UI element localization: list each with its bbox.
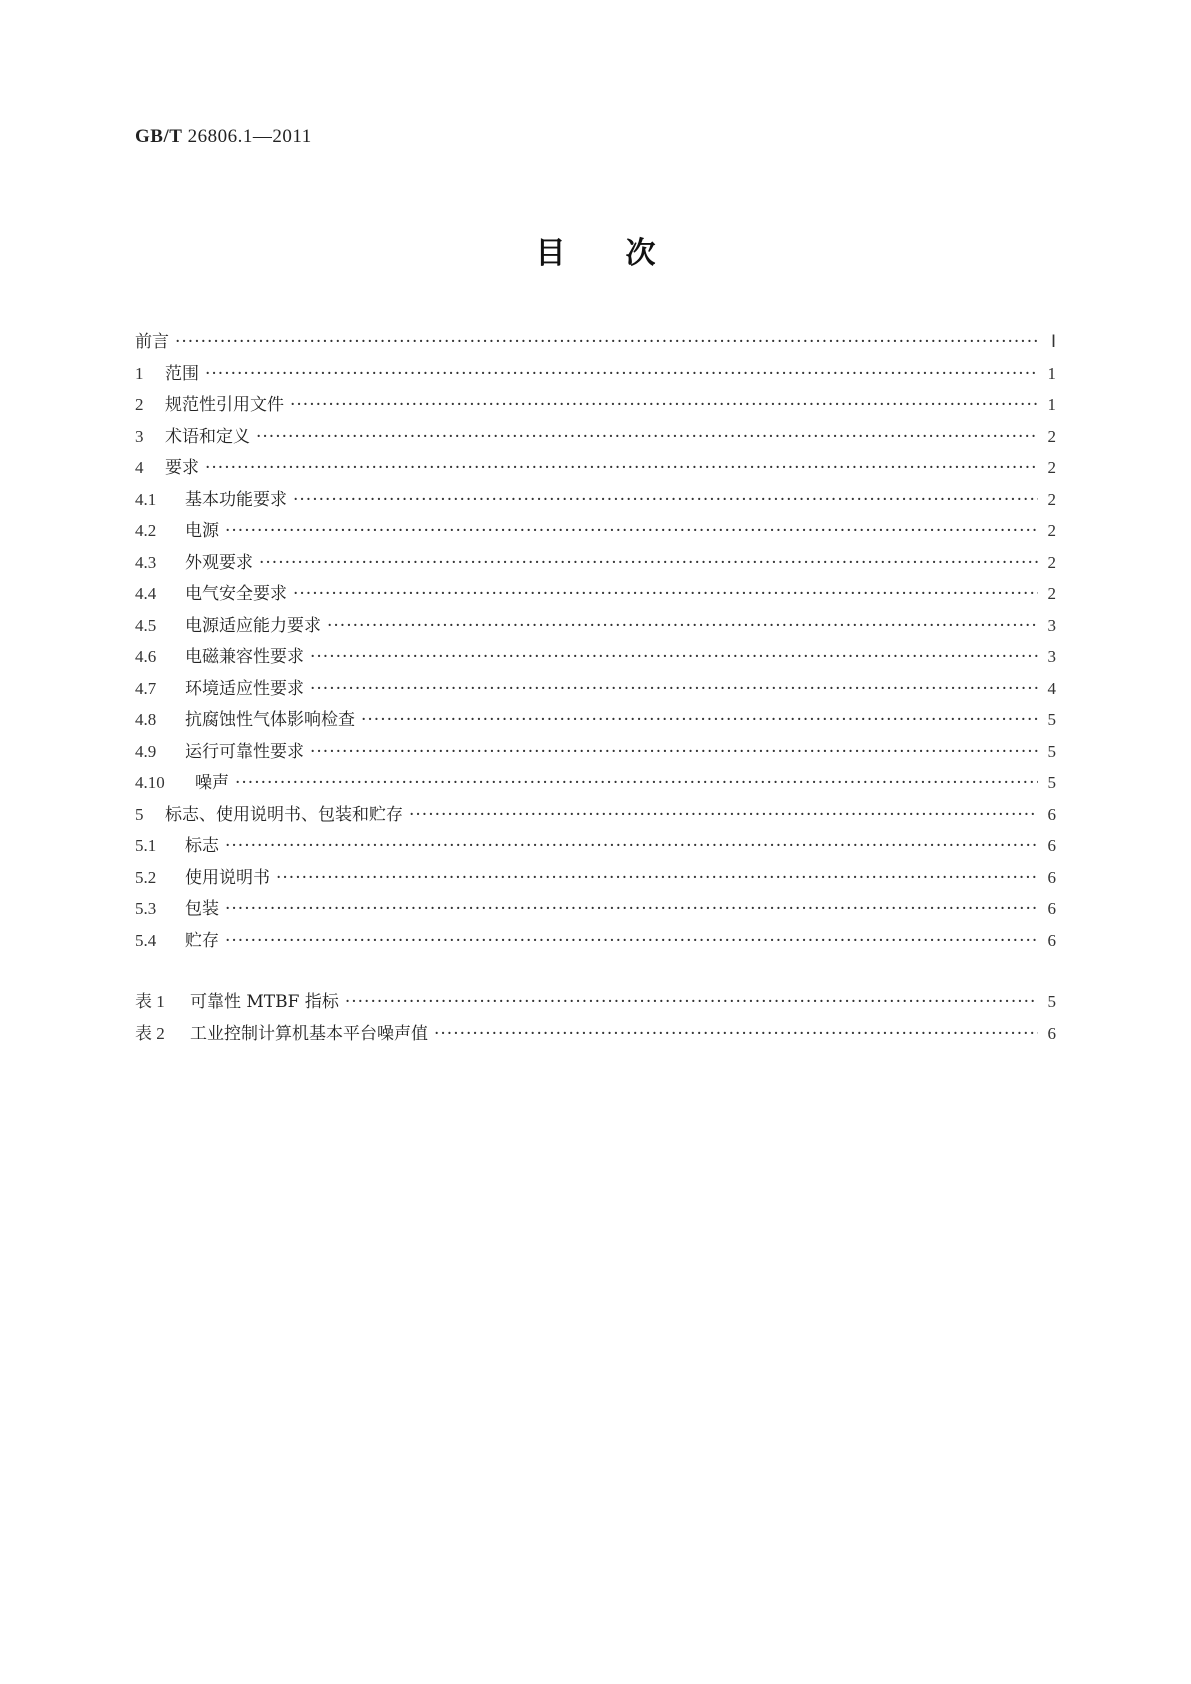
toc-entry-label: 要求 xyxy=(165,458,199,478)
toc-entry-number: 4.7 xyxy=(135,678,157,698)
dot-leader xyxy=(361,705,1038,737)
toc-entry-page: 5 xyxy=(1047,710,1056,729)
toc-entry-page: 6 xyxy=(1047,930,1056,950)
toc-entry-page: 6 xyxy=(1047,804,1056,824)
dot-leader xyxy=(293,485,1038,517)
table-list-entry[interactable] xyxy=(135,1018,1056,1050)
toc-entry-number: 4.6 xyxy=(135,647,157,666)
dot-leader xyxy=(225,926,1038,958)
toc-entry-label: 电气安全要求 xyxy=(185,584,287,604)
table-entry-page: 5 xyxy=(1047,992,1056,1011)
table-of-contents xyxy=(135,326,1056,1049)
table-entry-number: 表 2 xyxy=(135,1023,165,1043)
toc-entry-number: 4.3 xyxy=(135,552,157,572)
dot-leader xyxy=(345,987,1038,1019)
toc-entry-number: 4 xyxy=(135,458,144,477)
table-entry-page: 6 xyxy=(1047,1023,1056,1043)
toc-entry-label: 标志、使用说明书、包装和贮存 xyxy=(165,804,403,825)
toc-entry-page: 6 xyxy=(1047,836,1056,855)
toc-entry-number: 4.8 xyxy=(135,710,157,729)
toc-entry-page: 2 xyxy=(1047,489,1056,509)
dot-leader xyxy=(276,863,1038,895)
toc-entry[interactable] xyxy=(135,578,1056,610)
toc-entry-number: 5.3 xyxy=(135,899,157,918)
toc-entry-label: 包装 xyxy=(185,899,219,919)
toc-entry-page: 2 xyxy=(1047,458,1056,477)
toc-entry[interactable] xyxy=(135,358,1056,390)
table-entry-label: 可靠性 MTBF 指标 xyxy=(190,992,339,1012)
page-title: 目次 xyxy=(535,236,716,271)
toc-entry-label: 贮存 xyxy=(185,930,219,951)
toc-entry-label: 抗腐蚀性气体影响检查 xyxy=(185,710,355,730)
dot-leader xyxy=(205,453,1038,485)
toc-entry[interactable] xyxy=(135,515,1056,547)
standard-number: 26806.1—2011 xyxy=(187,126,312,147)
toc-entry[interactable] xyxy=(135,610,1056,642)
toc-entry[interactable] xyxy=(135,830,1056,862)
toc-entry-number: 3 xyxy=(135,426,144,446)
standard-code xyxy=(135,126,312,148)
dot-leader xyxy=(310,674,1038,706)
dot-leader xyxy=(327,611,1038,643)
toc-entry-page: 6 xyxy=(1047,867,1056,887)
toc-entry-label: 运行可靠性要求 xyxy=(185,741,304,762)
toc-entry-label: 电源适应能力要求 xyxy=(185,615,321,636)
toc-entry-label: 环境适应性要求 xyxy=(185,678,304,699)
dot-leader xyxy=(175,327,1038,359)
section-gap xyxy=(135,956,1056,986)
toc-entry-label: 使用说明书 xyxy=(185,867,270,888)
dot-leader xyxy=(256,422,1038,454)
toc-entry-number: 4.1 xyxy=(135,489,157,509)
toc-entry-label: 规范性引用文件 xyxy=(165,395,284,415)
toc-entry-label: 前言 xyxy=(135,332,169,352)
toc-entry[interactable] xyxy=(135,547,1056,579)
toc-entry-page: 2 xyxy=(1047,552,1056,572)
toc-entry-label: 基本功能要求 xyxy=(185,489,287,510)
toc-entry-number: 5.4 xyxy=(135,930,157,950)
toc-entry-number: 4.5 xyxy=(135,615,157,635)
toc-entry-number: 5 xyxy=(135,804,144,824)
dot-leader xyxy=(310,642,1038,674)
dot-leader xyxy=(290,390,1038,422)
toc-entry[interactable] xyxy=(135,641,1056,673)
toc-entry-number: 4.10 xyxy=(135,773,165,792)
toc-entry-page: 3 xyxy=(1047,647,1056,666)
dot-leader xyxy=(409,800,1038,832)
toc-entry-page: 2 xyxy=(1047,521,1056,540)
toc-entry[interactable] xyxy=(135,452,1056,484)
toc-entry[interactable] xyxy=(135,704,1056,736)
dot-leader xyxy=(205,359,1038,391)
table-entry-label: 工业控制计算机基本平台噪声值 xyxy=(190,1023,428,1044)
table-entry-number: 表 1 xyxy=(135,992,165,1011)
toc-entry-number: 5.2 xyxy=(135,867,157,887)
toc-entry[interactable] xyxy=(135,484,1056,516)
dot-leader xyxy=(225,516,1038,548)
dot-leader xyxy=(310,737,1038,769)
toc-entry[interactable] xyxy=(135,673,1056,705)
table-list-entry[interactable] xyxy=(135,986,1056,1018)
toc-entry-number: 4.9 xyxy=(135,741,157,761)
toc-entry[interactable] xyxy=(135,862,1056,894)
toc-entry[interactable] xyxy=(135,389,1056,421)
toc-entry-number: 4.4 xyxy=(135,584,157,603)
dot-leader xyxy=(225,831,1038,863)
toc-entry-page: 3 xyxy=(1047,615,1056,635)
toc-entry-page: 6 xyxy=(1047,899,1056,918)
toc-entry-page: 2 xyxy=(1047,426,1056,446)
dot-leader xyxy=(235,768,1038,800)
toc-entry-page: 1 xyxy=(1047,363,1056,383)
toc-entry-label: 噪声 xyxy=(195,773,229,793)
toc-entry-label: 范围 xyxy=(165,363,199,384)
toc-entry[interactable] xyxy=(135,767,1056,799)
standard-prefix: GB/T xyxy=(135,126,183,147)
toc-entry-page: 4 xyxy=(1047,678,1056,698)
toc-entry-number: 1 xyxy=(135,363,144,383)
dot-leader xyxy=(259,548,1038,580)
toc-entry-label: 标志 xyxy=(185,836,219,856)
toc-entry-page: 5 xyxy=(1047,741,1056,761)
toc-entry-page: Ⅰ xyxy=(1050,332,1056,351)
dot-leader xyxy=(293,579,1038,611)
toc-entry-label: 电源 xyxy=(185,521,219,541)
toc-entry-number: 4.2 xyxy=(135,521,157,540)
toc-entry[interactable] xyxy=(135,736,1056,768)
toc-entry-label: 电磁兼容性要求 xyxy=(185,647,304,667)
toc-entry[interactable] xyxy=(135,925,1056,957)
toc-entry[interactable] xyxy=(135,799,1056,831)
toc-entry-number: 2 xyxy=(135,395,144,414)
toc-entry[interactable] xyxy=(135,326,1056,358)
toc-entry-page: 5 xyxy=(1047,773,1056,792)
dot-leader xyxy=(225,894,1038,926)
toc-entry-number: 5.1 xyxy=(135,836,157,855)
toc-entry[interactable] xyxy=(135,421,1056,453)
dot-leader xyxy=(434,1019,1038,1051)
toc-entry-page: 1 xyxy=(1047,395,1056,414)
toc-entry-page: 2 xyxy=(1047,584,1056,603)
toc-entry-label: 外观要求 xyxy=(185,552,253,573)
toc-entry[interactable] xyxy=(135,893,1056,925)
toc-entry-label: 术语和定义 xyxy=(165,426,250,447)
